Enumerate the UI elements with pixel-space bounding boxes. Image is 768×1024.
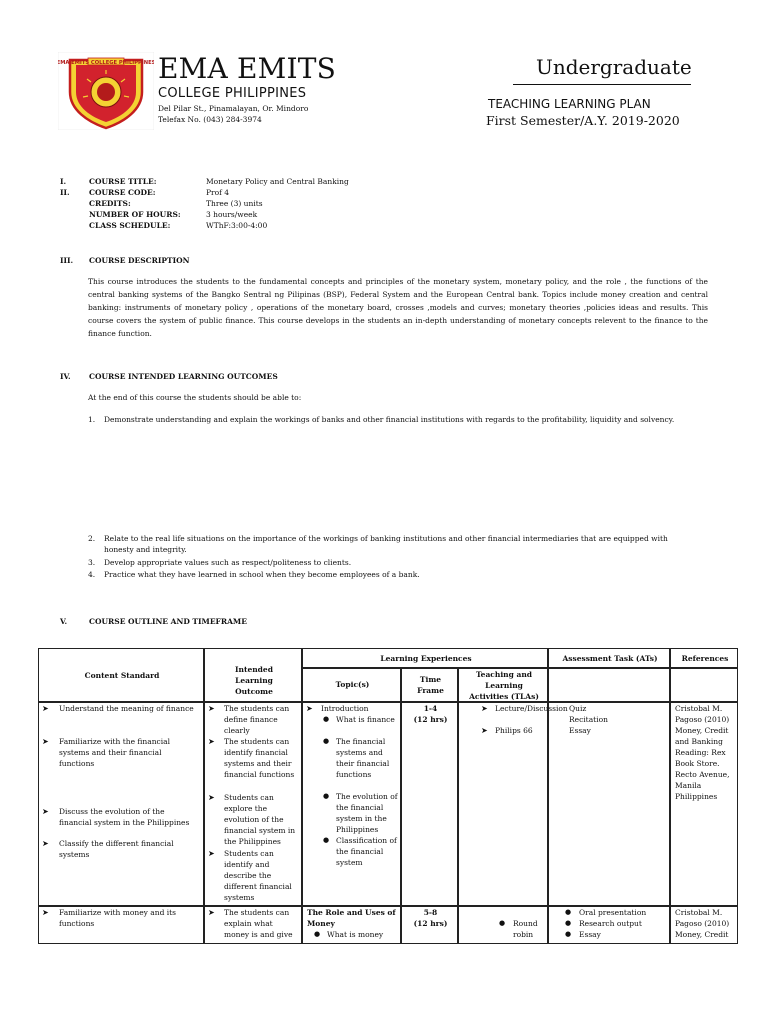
header-cell — [548, 648, 670, 668]
header-cell — [670, 668, 738, 702]
header-cell — [548, 668, 670, 702]
header-cell — [458, 668, 548, 702]
time-hours: (12 hrs) — [413, 715, 448, 724]
header-cell — [302, 648, 548, 668]
arrow-bullet-icon: ➤ — [481, 726, 488, 735]
section-title: COURSE INTENDED LEARNING OUTCOMES — [89, 372, 278, 381]
arrow-bullet-icon: ➤ — [208, 737, 215, 746]
arrow-bullet-icon: ➤ — [208, 908, 215, 917]
content-standard-item: Discuss the evolution of the financial system in the Philippines — [59, 807, 190, 827]
course-info-separator: : — [167, 221, 171, 230]
plan-semester: First Semester/A.Y. 2019-2020 — [486, 113, 680, 128]
course-info-separator: : — [127, 199, 131, 208]
arrow-bullet-icon: ➤ — [208, 793, 215, 802]
outcomes-intro — [88, 392, 698, 403]
arrow-bullet-icon: ➤ — [208, 849, 215, 858]
course-info-label — [89, 187, 204, 198]
content-standard-item: Familiarize with money and its functions — [59, 908, 177, 928]
header-content-standard: Content Standard — [84, 671, 160, 680]
course-info-value: Three (3) units — [206, 199, 263, 208]
arrow-bullet-icon: ➤ — [42, 737, 49, 746]
section-number: III. — [60, 256, 74, 265]
assessment-item: Essay — [569, 726, 591, 735]
arrow-bullet-icon: ➤ — [481, 704, 488, 713]
header-learning-experiences: Learning Experiences — [380, 654, 472, 663]
topic-item: The evolution of the financial system in the Philippines — [336, 792, 398, 834]
arrow-bullet-icon: ➤ — [306, 704, 313, 713]
assessment-item: Quiz — [569, 704, 587, 713]
ilo-item: The students can explain what money is and give — [224, 908, 293, 939]
content-standard-item: Familiarize with the financial systems and their financial functions — [59, 737, 171, 768]
course-info-value: 3 hours/week — [206, 210, 258, 219]
time-weeks: 1-4 — [423, 704, 438, 713]
header-tlas: Teaching and Learning Activities (TLAs) — [469, 670, 539, 701]
arrow-bullet-icon: ➤ — [42, 908, 49, 917]
course-info-label-text: CREDITS — [89, 199, 128, 208]
school-address-block — [158, 103, 308, 125]
course-info-number: II. — [60, 188, 70, 197]
outcome-number: 1. — [88, 415, 96, 424]
topic-heading: Introduction — [321, 704, 369, 713]
row1-time-cell — [401, 702, 458, 906]
topic-item: Classification of the financial system — [336, 836, 397, 867]
topic-item: What is finance — [336, 715, 395, 724]
outcome-number: 3. — [88, 558, 96, 567]
assessment-item: Oral presentation — [579, 908, 647, 917]
header-ilo: Intended Learning Outcome — [235, 665, 273, 696]
course-info-label — [89, 176, 204, 187]
outcome-text: Demonstrate understanding and explain the workings of banks and other financial institutions with regards to the profitability, liquidity and solvency. — [104, 415, 675, 424]
ilo-item: The students can identify financial systems and their financial functions — [224, 737, 295, 779]
section-title: COURSE DESCRIPTION — [89, 256, 190, 265]
course-info-separator: : — [153, 177, 157, 186]
header-cell — [670, 648, 738, 668]
outcome-text: Develop appropriate values such as respect/politeness to clients. — [104, 558, 352, 567]
reference-text: Cristobal M. Pagoso (2010) Money, Credit — [675, 908, 730, 939]
header-assessment: Assessment Task (ATs) — [562, 654, 658, 663]
course-info-label — [89, 198, 204, 209]
school-logo — [58, 52, 154, 130]
topic-item: The financial systems and their financial functions — [336, 737, 390, 779]
plan-title: TEACHING LEARNING PLAN — [488, 97, 651, 111]
row2-time-cell — [401, 906, 458, 944]
dot-bullet-icon: ● — [323, 715, 330, 723]
row1-assessment-cell — [548, 702, 670, 906]
dot-bullet-icon: ● — [565, 919, 572, 927]
course-description-text: This course introduces the students to the fundamental concepts and principles of the monetary system, monetary policy, and the role , the functions of the central banking systems of the Bangko Sentral ng Pilipinas (BSP), Federal System and the European Central bank. Topics include money creation and central banking: instruments of monetary policy , operations of the monetary board, crosses ,models and curves; monetary theories ,policies ideas and results. This course covers the system of public finance. This course develops in the students an in-depth understanding of monetary concepts relevent to the finance to the finance function. — [88, 277, 708, 338]
header-cell — [204, 648, 302, 702]
school-name: EMA EMITS — [158, 52, 337, 85]
header-cell — [401, 668, 458, 702]
arrow-bullet-icon: ➤ — [42, 807, 49, 816]
section-title: COURSE OUTLINE AND TIMEFRAME — [89, 617, 247, 626]
dot-bullet-icon: ● — [323, 792, 330, 800]
course-info-label-text: COURSE CODE — [89, 188, 153, 197]
section-number: IV. — [60, 372, 71, 381]
dot-bullet-icon: ● — [323, 836, 330, 844]
tla-item: Lecture/Discussion — [495, 704, 568, 713]
course-info-label — [89, 209, 204, 220]
school-telefax: Telefax No. (043) 284-3974 — [158, 115, 262, 124]
header-references: References — [681, 654, 729, 663]
row1-topics-cell — [302, 702, 401, 906]
arrow-bullet-icon: ➤ — [208, 704, 215, 713]
header-topics: Topic(s) — [335, 680, 370, 689]
course-info-label — [89, 220, 204, 231]
logo-label: EMA EMITS COLLEGE PHILIPPINES — [58, 59, 154, 66]
outcome-number: 2. — [88, 534, 96, 543]
topic-heading: The Role and Uses of Money — [307, 908, 396, 928]
outcomes-intro-text: At the end of this course the students should be able to: — [88, 393, 302, 402]
assessment-item: Research output — [579, 919, 642, 928]
time-weeks: 5-8 — [423, 908, 438, 917]
content-standard-item: Classify the different financial systems — [59, 839, 174, 859]
level-underline — [513, 84, 691, 85]
outcome-number: 4. — [88, 570, 96, 579]
course-info-label-text: COURSE TITLE — [89, 177, 154, 186]
course-info-value: Prof 4 — [206, 188, 230, 197]
row2-content-cell — [38, 906, 204, 944]
arrow-bullet-icon: ➤ — [42, 704, 49, 713]
header-cell — [38, 648, 204, 702]
outcome-text: Relate to the real life situations on the importance of the workings of banking institutions and other financial intermediaries that are equipped with honesty and integrity. — [104, 534, 668, 554]
header-cell — [302, 668, 401, 702]
dot-bullet-icon: ● — [323, 737, 330, 745]
ilo-item: Students can identify and describe the different financial systems — [224, 849, 292, 902]
header-time-frame: Time Frame — [417, 675, 444, 695]
reference-text: Cristobal M. Pagoso (2010) Money, Credit and Banking Reading: Rex Book Store. Recto Avenue, Manila Philippines — [675, 704, 730, 801]
school-subtitle: COLLEGE PHILIPPINES — [158, 86, 307, 101]
section-number: V. — [60, 617, 68, 626]
ilo-item: The students can define finance clearly — [224, 704, 290, 735]
course-info-separator: : — [177, 210, 181, 219]
tla-item: Round robin — [513, 919, 538, 939]
arrow-bullet-icon: ➤ — [42, 839, 49, 848]
row2-ilo-cell — [204, 906, 302, 944]
dot-bullet-icon: ● — [499, 919, 506, 927]
content-standard-item: Understand the meaning of finance — [59, 704, 194, 713]
course-info-separator: : — [152, 188, 156, 197]
row2-tla-cell — [458, 906, 548, 944]
ilo-item: Students can explore the evolution of the financial system in the Philippines — [224, 793, 296, 846]
row1-references-cell — [670, 702, 738, 906]
dot-bullet-icon: ● — [565, 930, 572, 938]
course-info-label-text: NUMBER OF HOURS — [89, 210, 178, 219]
row1-ilo-cell — [204, 702, 302, 906]
outcome-text: Practice what they have learned in school when they become employees of a bank. — [104, 570, 420, 579]
assessment-item: Recitation — [569, 715, 608, 724]
row2-topics-cell — [302, 906, 401, 944]
row1-content-cell — [38, 702, 204, 906]
dot-bullet-icon: ● — [314, 930, 321, 938]
topic-item: What is money — [327, 930, 384, 939]
program-level: Undergraduate — [536, 55, 692, 79]
assessment-item: Essay — [579, 930, 601, 939]
row2-references-cell — [670, 906, 738, 944]
course-info-value: WThF:3:00-4:00 — [206, 221, 268, 230]
dot-bullet-icon: ● — [565, 908, 572, 916]
row1-tla-cell — [458, 702, 568, 906]
course-info-value: Monetary Policy and Central Banking — [206, 177, 349, 186]
course-info-number: I. — [60, 177, 67, 186]
course-outline-table — [38, 648, 738, 944]
time-hours: (12 hrs) — [413, 919, 448, 928]
row2-assessment-cell — [548, 906, 670, 944]
tla-item: Philips 66 — [495, 726, 533, 735]
course-info-label-text: CLASS SCHEDULE — [89, 221, 168, 230]
school-address: Del Pilar St., Pinamalayan, Or. Mindoro — [158, 104, 309, 113]
